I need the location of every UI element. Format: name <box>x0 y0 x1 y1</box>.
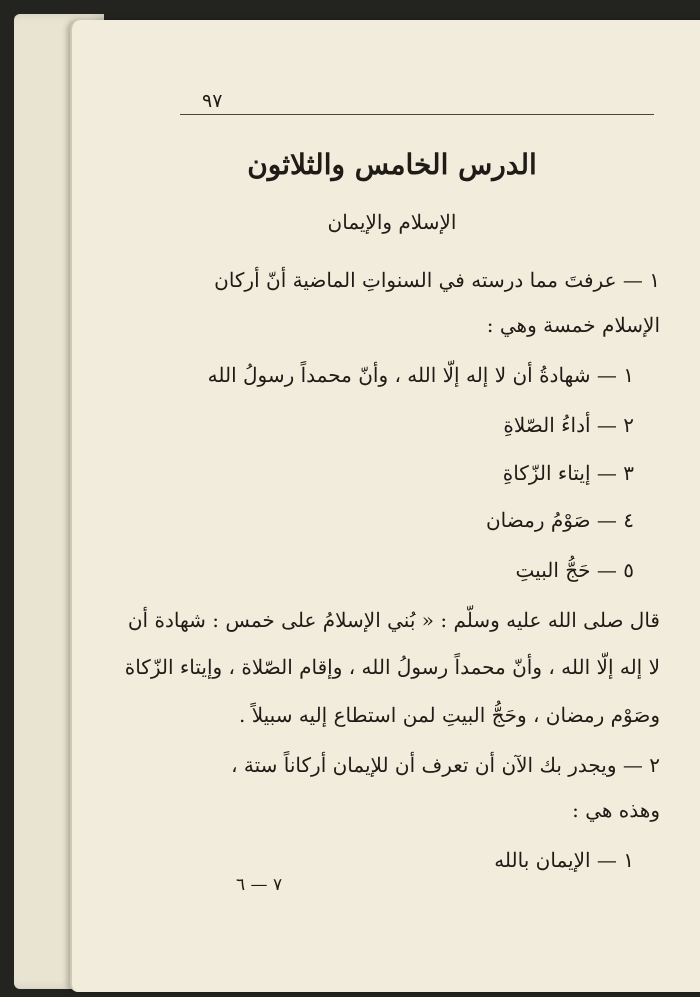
footer-signature: ٧ — ٦ <box>236 875 283 895</box>
hadith-line: لا إله إلّا الله ، وأنّ محمداً رسولُ الله ، وإقام الصّلاة ، وإيتاء الزّكاة <box>124 655 660 679</box>
page-content <box>72 20 700 992</box>
pillar-item: ١ — شهادةُ أن لا إله إلّا الله ، وأنّ محمداً رسولُ الله <box>207 363 634 387</box>
intro-line: الإسلام خمسة وهي : <box>486 313 660 337</box>
pillar-item: ٥ — حَجُّ البيتِ <box>515 558 634 582</box>
header-rule <box>180 114 654 115</box>
point-2-line: وهذه هي : <box>572 798 660 822</box>
hadith-line: قال صلى الله عليه وسلّم : « بُني الإسلامُ على خمس : شهادة أن <box>127 608 660 632</box>
book-page <box>70 20 700 992</box>
pillar-item: ٢ — أداءُ الصّلاةِ <box>503 413 634 437</box>
pillar-item: ٤ — صَوْمُ رمضان <box>485 508 634 532</box>
faith-item: ١ — الإيمان بالله <box>494 848 634 872</box>
page-number: ٩٧ <box>202 90 223 112</box>
section-title: الإسلام والإيمان <box>327 210 457 234</box>
point-2-line: ٢ — ويجدر بك الآن أن تعرف أن للإيمان أركاناً ستة ، <box>231 753 660 777</box>
lesson-title: الدرس الخامس والثلاثون <box>247 148 537 181</box>
intro-line: ١ — عرفتَ مما درسته في السنواتِ الماضية أنّ أركان <box>214 268 660 292</box>
hadith-line: وصَوْم رمضان ، وحَجُّ البيتِ لمن استطاع إليه سبيلاً . <box>238 703 660 727</box>
pillar-item: ٣ — إيتاء الزّكاةِ <box>502 461 634 485</box>
